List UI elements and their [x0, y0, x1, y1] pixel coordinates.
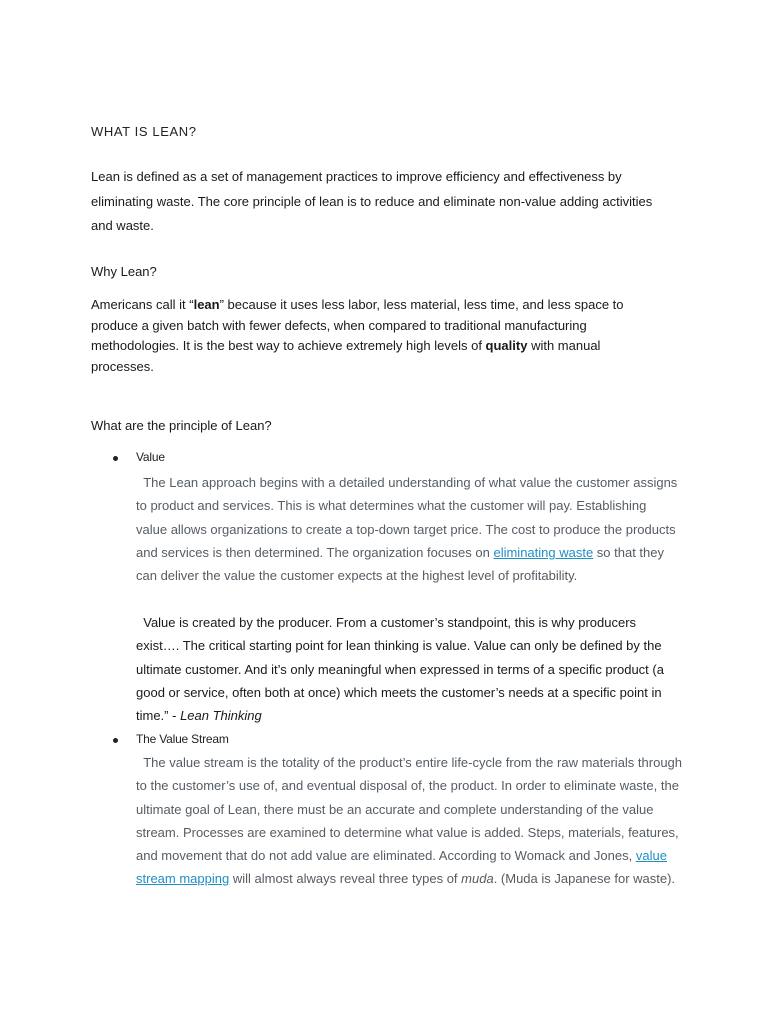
intro-paragraph: Lean is defined as a set of management practices to improve efficiency and effectiveness by eliminating waste. The core principle of lean is to reduce and eliminate non-value adding activities and waste.: [91, 169, 653, 233]
why-text-3: with manual processes.: [91, 338, 601, 374]
value-stream-mapping-link[interactable]: value stream mapping: [136, 848, 667, 887]
why-bold-lean: lean: [193, 297, 220, 312]
value-description: [136, 471, 681, 587]
eliminating-waste-link[interactable]: eliminating waste: [493, 544, 594, 560]
bullet-icon: [113, 738, 118, 743]
value-quote-text: Value is created by the producer. From a customer’s standpoint, this is why producers exist…. The critical starting point for lean thinking is value. Value can only be defined by the ultimate customer. And it’s only meaningful when expressed in terms of a specific product (a good or service, often both at once) which meets the customer’s needs at a specific point in time.” -: [136, 615, 668, 724]
why-lean-heading: Why Lean?: [91, 264, 157, 279]
value-desc-text: The Lean approach begins with a detailed understanding of what value the customer assigns to product and services. This is what determines what the customer will pay. Establishing value allows organizations to create a top-down target price. The cost to produce the products and services is then determined. The organization focuses on: [136, 475, 681, 560]
principles-heading: What are the principle of Lean?: [91, 418, 272, 433]
value-stream-description: [136, 751, 684, 891]
value-stream-text: The value stream is the totality of the product’s entire life-cycle from the raw materials through to the customer’s use of, and eventual disposal of, the product. In order to eliminate waste, the ultimate goal of Lean, there must be an accurate and complete understanding of the value stream. Processes are examined to determine what value is added. Steps, materials, features, and movement that do not add value are eliminated. According to Womack and Jones,: [136, 755, 686, 864]
quote-source: Lean Thinking: [180, 708, 262, 724]
bullet-title-value-stream: The Value Stream: [136, 732, 229, 746]
page-title: WHAT IS LEAN?: [91, 124, 197, 139]
bullet-title-value: Value: [136, 450, 165, 464]
why-lean-paragraph: [91, 295, 666, 377]
muda-term: muda: [461, 871, 494, 887]
why-text-1: Americans call it “: [91, 297, 194, 312]
value-stream-end: . (Muda is Japanese for waste).: [493, 871, 676, 887]
value-stream-after: will almost always reveal three types of: [229, 871, 462, 887]
why-text-2: ” because it uses less labor, less material, less time, and less space to produce a given batch with fewer defects, when compared to traditional manufacturing methodologies. It is the best way to achieve extremely high levels of: [91, 297, 624, 353]
bullet-icon: [113, 456, 118, 461]
value-quote: [136, 611, 681, 727]
why-bold-quality: quality: [485, 338, 528, 353]
value-desc-after: so that they can deliver the value the customer expects at the highest level of profitability.: [136, 544, 665, 584]
